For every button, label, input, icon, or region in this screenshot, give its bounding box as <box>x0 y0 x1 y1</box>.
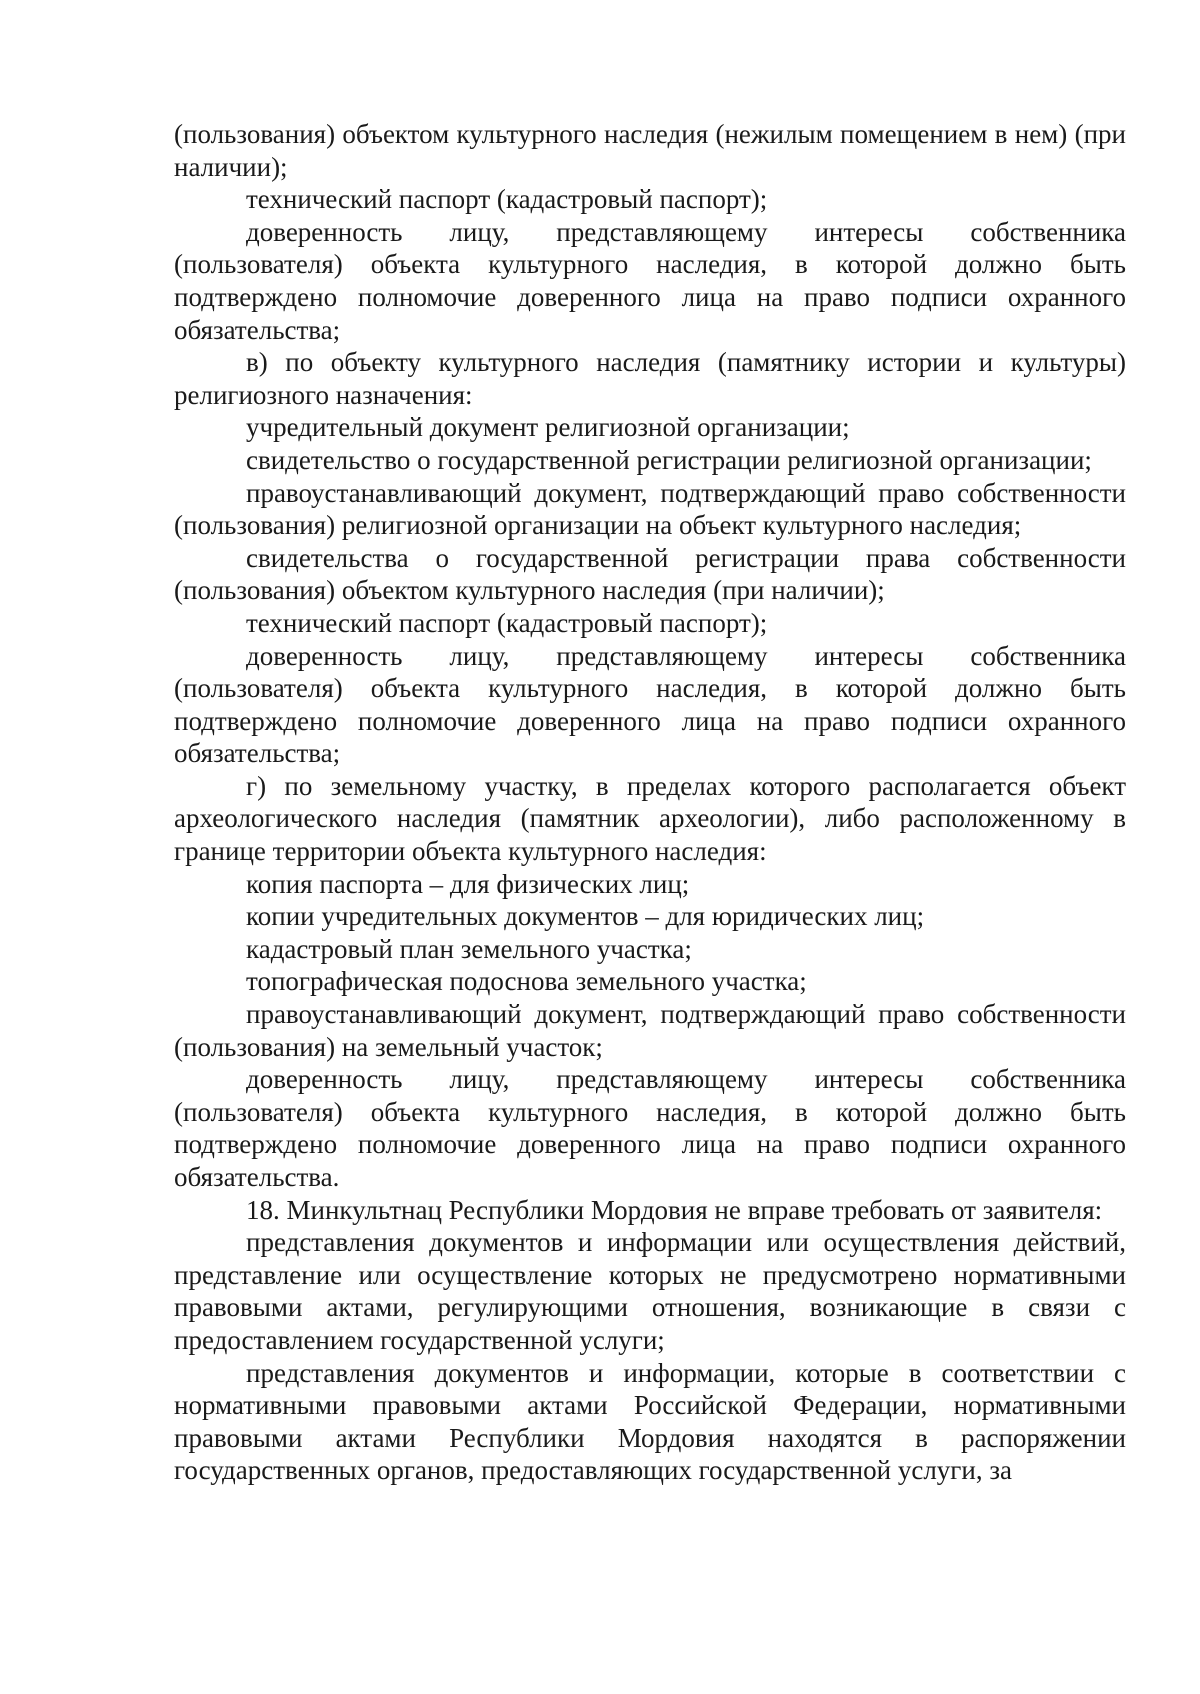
paragraph: копия паспорта – для физических лиц; <box>246 868 690 899</box>
paragraph: г) по земельному участку, в пределах которого располагается объект археологического наследия (памятник археологии), либо расположенному в границе территории объекта культурного наследия: <box>174 770 1126 867</box>
paragraph: доверенность лицу, представляющему интересы собственника (пользователя) объекта культурного наследия, в которой должно быть подтверждено полномочие доверенного лица на право подписи охранного обязательства; <box>174 640 1126 769</box>
paragraph: в) по объекту культурного наследия (памятнику истории и культуры) религиозного назначения: <box>174 347 1126 410</box>
paragraph: (пользования) объектом культурного наследия (нежилым помещением в нем) (при наличии); <box>174 119 1126 182</box>
paragraph: топографическая подоснова земельного участка; <box>246 966 807 997</box>
paragraph: кадастровый план земельного участка; <box>246 933 692 964</box>
section-18-paragraph: 18. Минкультнац Республики Мордовия не вправе требовать от заявителя: <box>246 1194 1103 1225</box>
paragraph: правоустанавливающий документ, подтверждающий право собственности (пользования) религиозной организации на объект культурного наследия; <box>174 477 1126 541</box>
paragraph: правоустанавливающий документ, подтверждающий право собственности (пользования) на земельный участок; <box>174 999 1126 1062</box>
paragraph: представления документов и информации или осуществления действий, представление или осуществление которых не предусмотрено нормативными правовыми актами, регулирующими отношения, возникающие в связи с предоставлением государственной услуги; <box>174 1227 1126 1355</box>
paragraph: копии учредительных документов – для юридических лиц; <box>246 901 925 932</box>
paragraph: учредительный документ религиозной организации; <box>246 412 850 443</box>
paragraph: технический паспорт (кадастровый паспорт); <box>246 184 768 215</box>
paragraph: представления документов и информации, которые в соответствии с нормативными правовыми актами Российской Федерации, нормативными правовыми актами Республики Мордовия находятся в распоряжении государственных органов, предоставляющих государственной услуги, за <box>174 1357 1126 1486</box>
paragraph: свидетельства о государственной регистрации права собственности (пользования) объектом культурного наследия (при наличии); <box>174 542 1126 606</box>
paragraph: доверенность лицу, представляющему интересы собственника (пользователя) объекта культурного наследия, в которой должно быть подтверждено полномочие доверенного лица на право подписи охранного обязательства. <box>174 1064 1126 1192</box>
paragraph: технический паспорт (кадастровый паспорт); <box>246 607 768 638</box>
document-body <box>174 118 1126 1487</box>
paragraph: доверенность лицу, представляющему интересы собственника (пользователя) объекта культурного наследия, в которой должно быть подтверждено полномочие доверенного лица на право подписи охранного обязательства; <box>174 216 1126 345</box>
paragraph: свидетельство о государственной регистрации религиозной организации; <box>246 444 1092 475</box>
